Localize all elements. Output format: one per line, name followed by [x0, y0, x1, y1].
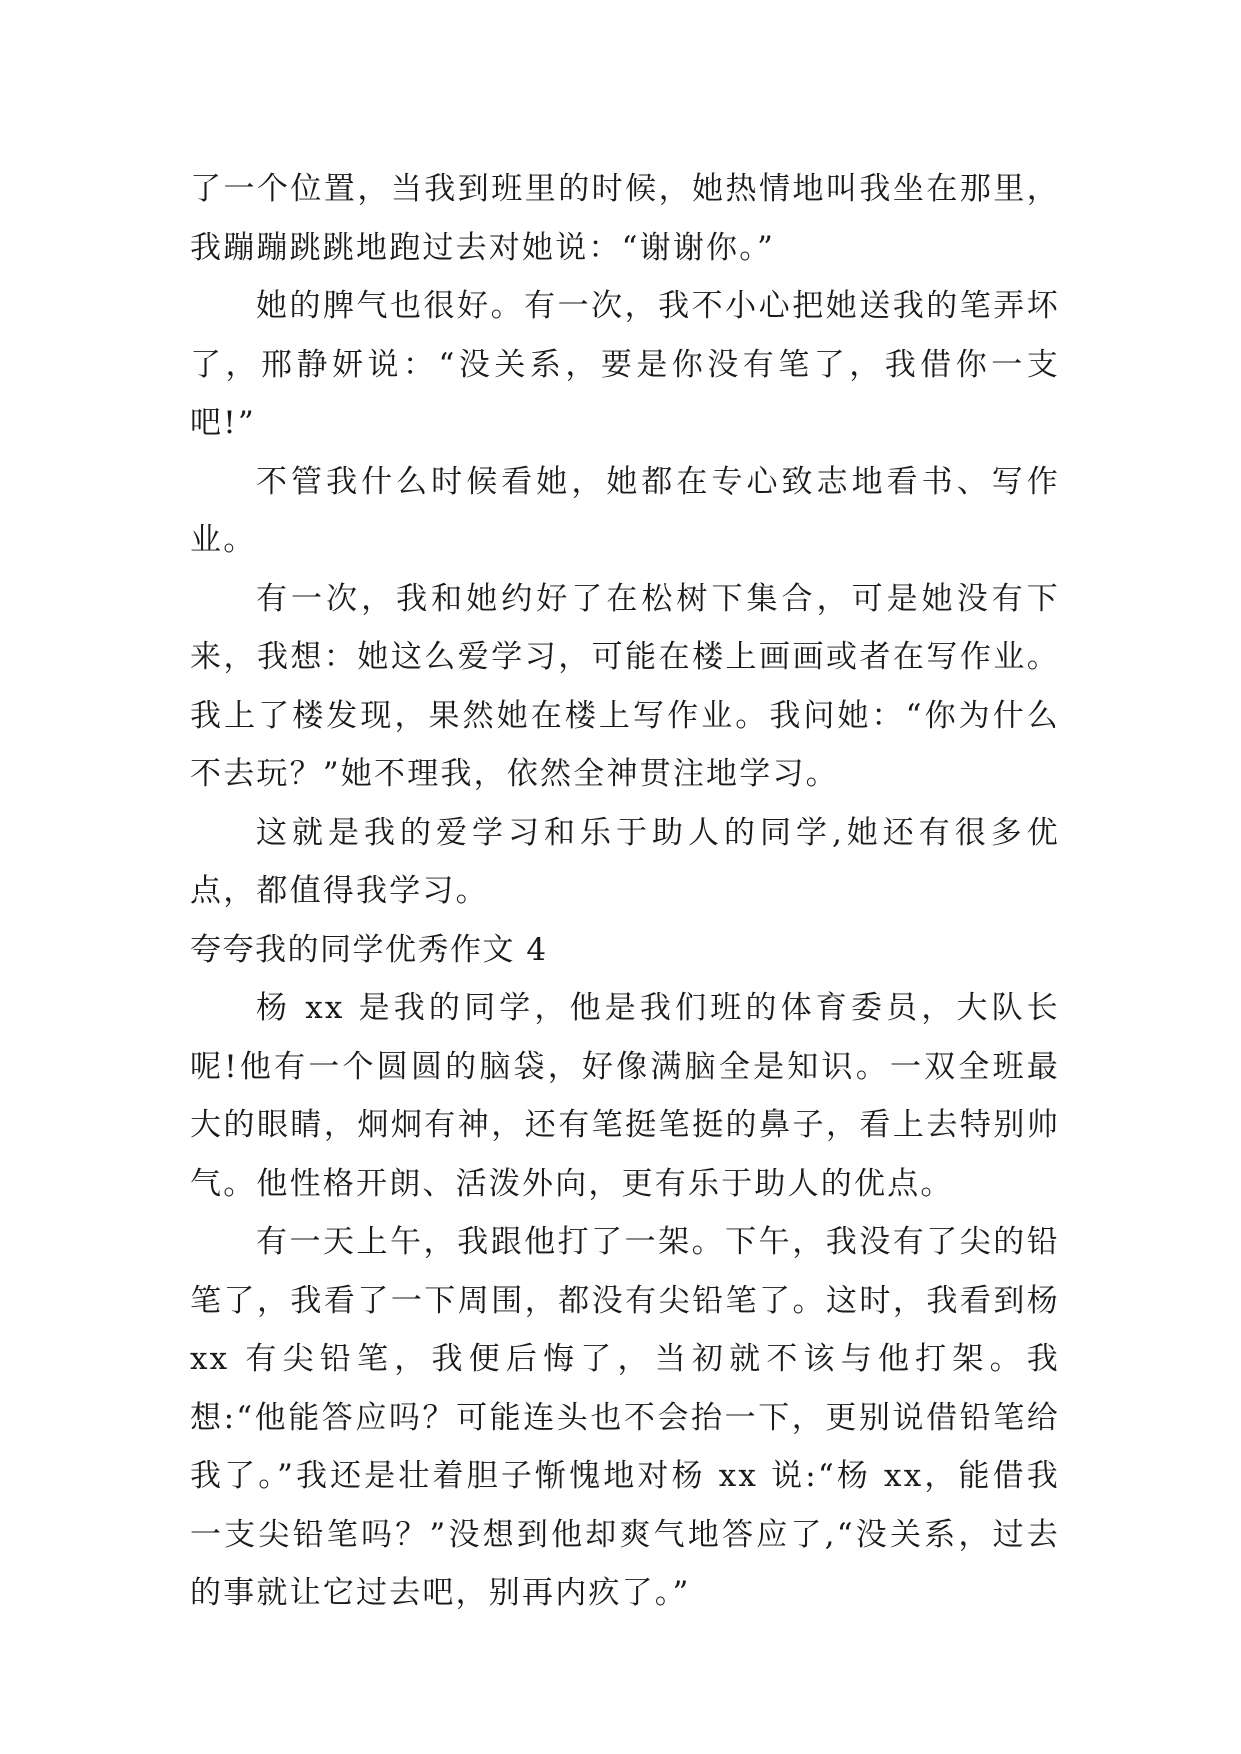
paragraph: 有一次，我和她约好了在松树下集合，可是她没有下来，我想：她这么爱学习，可能在楼上画画或者在写作业。我上了楼发现，果然她在楼上写作业。我问她：“你为什么不去玩？”她不理我，依然全神贯注地学习。 — [190, 580, 1060, 792]
paragraph: 不管我什么时候看她，她都在专心致志地看书、写作业。 — [190, 463, 1060, 558]
paragraph: 杨 xx 是我的同学，他是我们班的体育委员，大队长呢!他有一个圆圆的脑袋，好像满脑全是知识。一双全班最大的眼睛，炯炯有神，还有笔挺笔挺的鼻子，看上去特别帅气。他性格开朗、活泼外向，更有乐于助人的优点。 — [190, 990, 1060, 1202]
section-heading: 夸夸我的同学优秀作文 4 — [190, 931, 548, 968]
paragraph: 这就是我的爱学习和乐于助人的同学,她还有很多优点，都值得我学习。 — [190, 814, 1060, 909]
paragraph: 她的脾气也很好。有一次，我不小心把她送我的笔弄坏了，邢静妍说：“没关系，要是你没有笔了，我借你一支吧!” — [190, 288, 1060, 441]
paragraph: 有一天上午，我跟他打了一架。下午，我没有了尖的铅笔了，我看了一下周围，都没有尖铅笔了。这时，我看到杨 xx 有尖铅笔，我便后悔了，当初就不该与他打架。我想:“他能答应吗？可能连头也不会抬一下，更别说借铅笔给我了。”我还是壮着胆子惭愧地对杨 xx 说:“杨 xx，能借我一支尖铅笔吗？”没想到他却爽气地答应了,“没关系，过去的事就让它过去吧，别再内疚了。” — [190, 1224, 1060, 1611]
document-body — [190, 160, 1060, 1623]
paragraph: 了一个位置，当我到班里的时候，她热情地叫我坐在那里，我蹦蹦跳跳地跑过去对她说：“谢谢你。” — [190, 171, 1060, 266]
